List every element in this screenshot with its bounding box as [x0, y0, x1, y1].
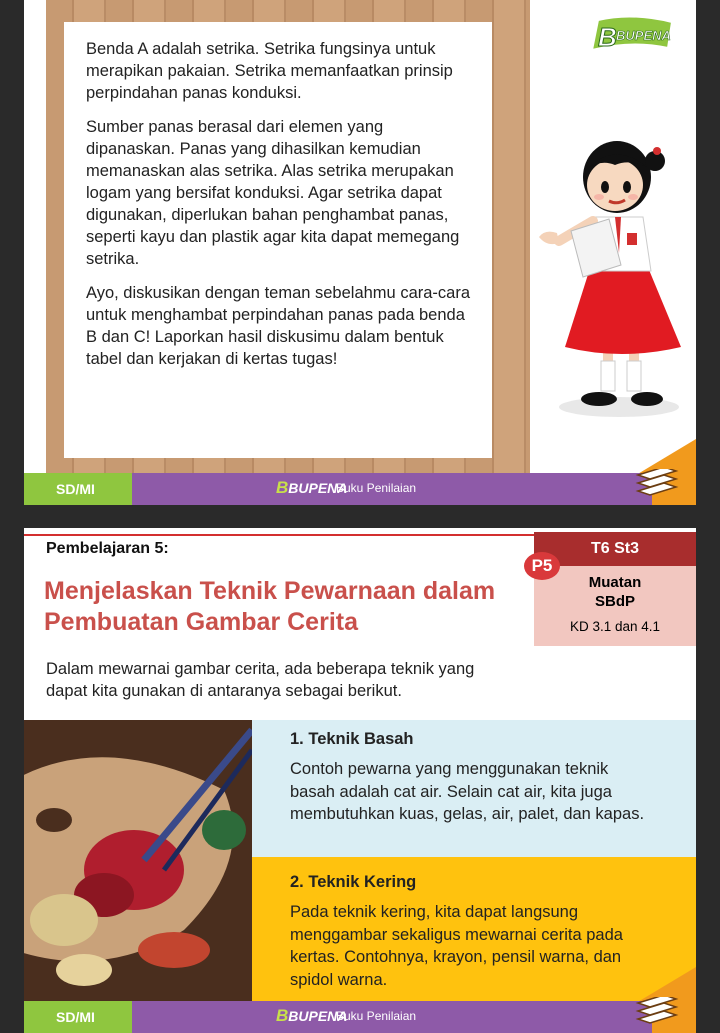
lesson-number: Pembelajaran 5: — [46, 540, 169, 557]
svg-text:BUPENA: BUPENA — [616, 28, 671, 43]
books-icon — [634, 997, 680, 1027]
technique-basah-box — [252, 720, 696, 857]
footer-logo: BBUPENA — [276, 1006, 348, 1025]
page-title: Menjelaskan Teknik Pewarnaan dalam Pembuatan Gambar Cerita — [44, 577, 496, 636]
svg-text:B: B — [598, 22, 617, 52]
muatan-box — [534, 566, 696, 646]
footer-level: SD/MI — [24, 473, 132, 505]
footer-bar — [24, 1001, 696, 1033]
intro-text: Dalam mewarnai gambar cerita, ada beberapa teknik yang dapat kita gunakan di antaranya sebagai berikut. — [46, 660, 475, 700]
header-rule — [24, 534, 534, 536]
slide-2 — [24, 528, 696, 1033]
footer-bar — [24, 473, 696, 505]
paragraph-1: Benda A adalah setrika. Setrika fungsinya untuk merapikan pakaian. Setrika memanfaatkan prinsip perpindahan panas konduksi. — [86, 40, 453, 102]
technique-2-text: Pada teknik kering, kita dapat langsung menggambar sekaligus mewarnai cerita pada kertas. Contohnya, krayon, pensil warna, dan spidol warna. — [290, 903, 623, 989]
muatan-label: Muatan — [588, 574, 642, 591]
slide-1 — [24, 0, 696, 505]
paragraph-3: Ayo, diskusikan dengan teman sebelahmu cara-cara untuk menghambat perpindahan panas pada benda B dan C! Laporkan hasil diskusimu dalam bentuk tabel dan kerjakan di kertas tugas! — [86, 284, 471, 368]
paragraph-2: Sumber panas berasal dari elemen yang dipanaskan. Panas yang dihasilkan kemudian memanaskan alas setrika. Alas setrika merupakan logam yang bersifat konduksi. Agar setrika dapat digunakan, diperlukan bahan penghambat panas, seperti kayu dan plastik agar kita dapat memegang setrika. — [86, 118, 460, 268]
technique-2-heading: 2. Teknik Kering — [290, 873, 417, 891]
footer-label: Buku Penilaian — [336, 1009, 417, 1023]
footer-level: SD/MI — [24, 1001, 132, 1033]
footer-logo: BBUPENA — [276, 478, 348, 497]
kd-label: KD 3.1 dan 4.1 — [569, 619, 661, 634]
technique-1-heading: 1. Teknik Basah — [290, 730, 414, 748]
student-girl-illustration — [529, 125, 689, 425]
text-card — [64, 22, 492, 458]
p5-badge: P5 — [524, 552, 560, 580]
muatan-value: SBdP — [594, 593, 635, 610]
footer-label: Buku Penilaian — [336, 481, 417, 495]
paint-palette-photo — [24, 720, 252, 1002]
theme-subtheme-box: T6 St3 — [534, 532, 696, 566]
technique-1-text: Contoh pewarna yang menggunakan teknik basah adalah cat air. Selain cat air, kita juga membutuhkan kuas, gelas, air, palet, dan kapas. — [290, 760, 645, 823]
books-icon — [634, 469, 680, 499]
bupena-logo — [588, 14, 676, 56]
